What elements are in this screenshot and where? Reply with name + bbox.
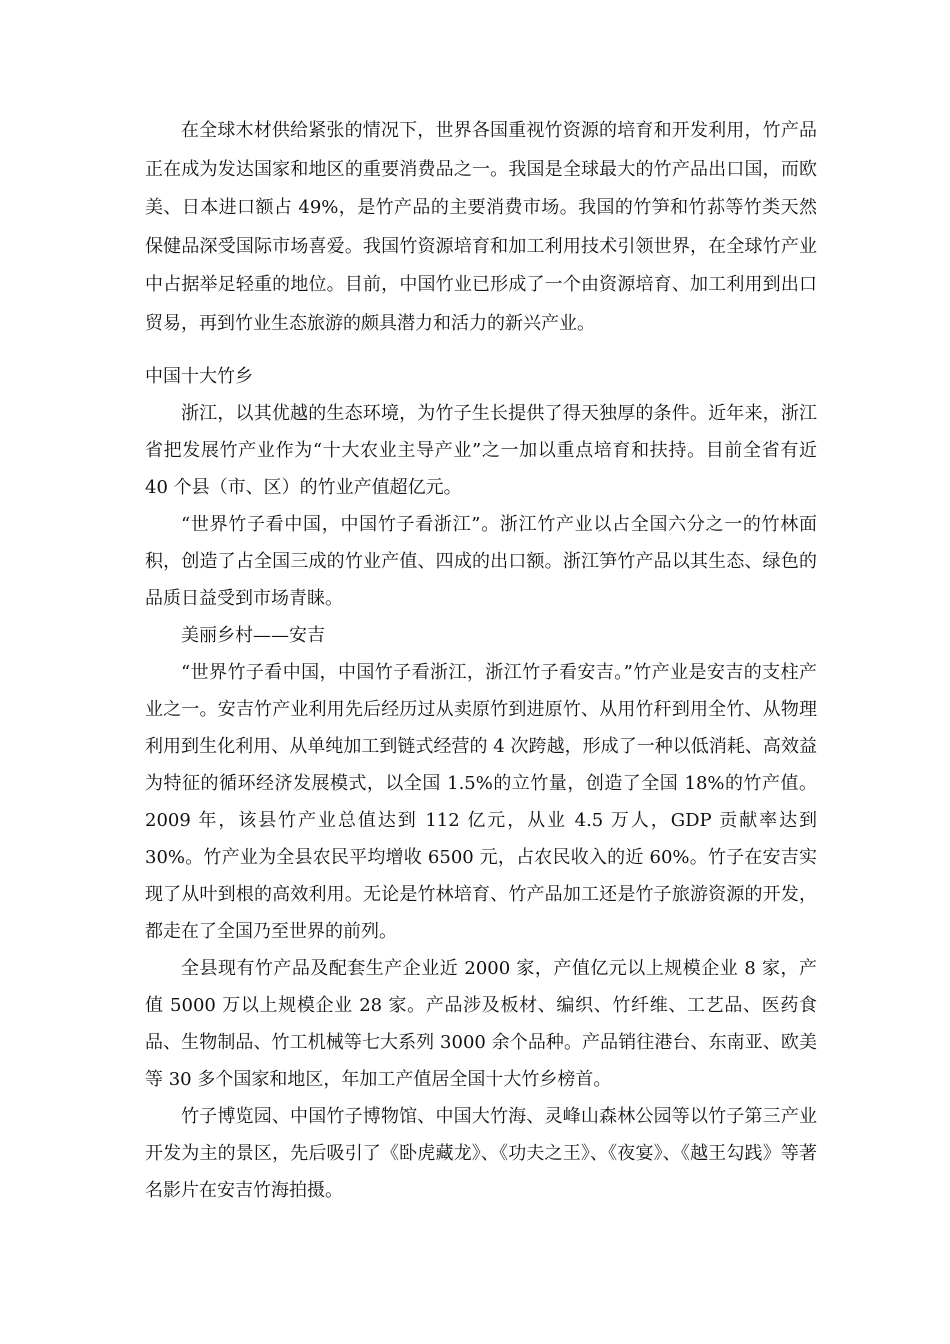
intro-paragraph: 在全球木材供给紧张的情况下，世界各国重视竹资源的培育和开发利用，竹产品正在成为发达国家和地区的重要消费品之一。我国是全球最大的竹产品出口国，而欧美、日本进口额占 49%，是竹产品的主要消费市场。我国的竹笋和竹荪等竹类天然保健品深受国际市场喜爱。我国竹资源培育和加工利用技术引领世界，在全球竹产业中占据举足轻重的地位。目前，中国竹业已形成了一个由资源培育、加工利用到出口贸易，再到竹业生态旅游的颇具潜力和活力的新兴产业。 <box>145 120 817 334</box>
zhejiang-quote-paragraph: “世界竹子看中国，中国竹子看浙江”。浙江竹产业以占全国六分之一的竹林面积，创造了占全国三成的竹业产值、四成的出口额。浙江笋竹产品以其生态、绿色的品质日益受到市场青睐。 <box>145 514 817 609</box>
zhejiang-paragraph: 浙江，以其优越的生态环境，为竹子生长提供了得天独厚的条件。近年来，浙江省把发展竹产业作为“十大农业主导产业”之一加以重点培育和扶持。目前全省有近 40 个县（市、区）的竹业产值超亿元。 <box>145 403 817 498</box>
anji-tourism-paragraph: 竹子博览园、中国竹子博物馆、中国大竹海、灵峰山森林公园等以竹子第三产业开发为主的景区，先后吸引了《卧虎藏龙》、《功夫之王》、《夜宴》、《越王勾践》等著名影片在安吉竹海拍摄。 <box>145 1106 817 1201</box>
anji-paragraph: “世界竹子看中国，中国竹子看浙江，浙江竹子看安吉。”竹产业是安吉的支柱产业之一。安吉竹产业利用先后经历过从卖原竹到进原竹、从用竹秆到用全竹、从物理利用到生化利用、从单纯加工到链式经营的 4 次跨越，形成了一种以低消耗、高效益为特征的循环经济发展模式，以全国 1.5%的立竹量，创造了全国 18%的竹产值。2009 年，该县竹产业总值达到 112 亿元，从业 4.5 万人，GDP 贡献率达到 30%。竹产业为全县农民平均增收 6500 元，占农民收入的近 60%。竹子在安吉实现了从叶到根的高效利用。无论是竹林培育、竹产品加工还是竹子旅游资源的开发，都走在了全国乃至世界的前列。 <box>145 662 817 942</box>
document-body <box>145 112 817 1209</box>
section-heading-ten-bamboo-towns: 中国十大竹乡 <box>145 366 253 387</box>
anji-enterprises-paragraph: 全县现有竹产品及配套生产企业近 2000 家，产值亿元以上规模企业 8 家，产值 5000 万以上规模企业 28 家。产品涉及板材、编织、竹纤维、工艺品、医药食品、生物制品、竹工机械等七大系列 3000 余个品种。产品销往港台、东南亚、欧美等 30 多个国家和地区，年加工产值居全国十大竹乡榜首。 <box>145 958 817 1090</box>
section-gap <box>145 343 817 359</box>
section-heading-anji: 美丽乡村——安吉 <box>181 625 325 646</box>
